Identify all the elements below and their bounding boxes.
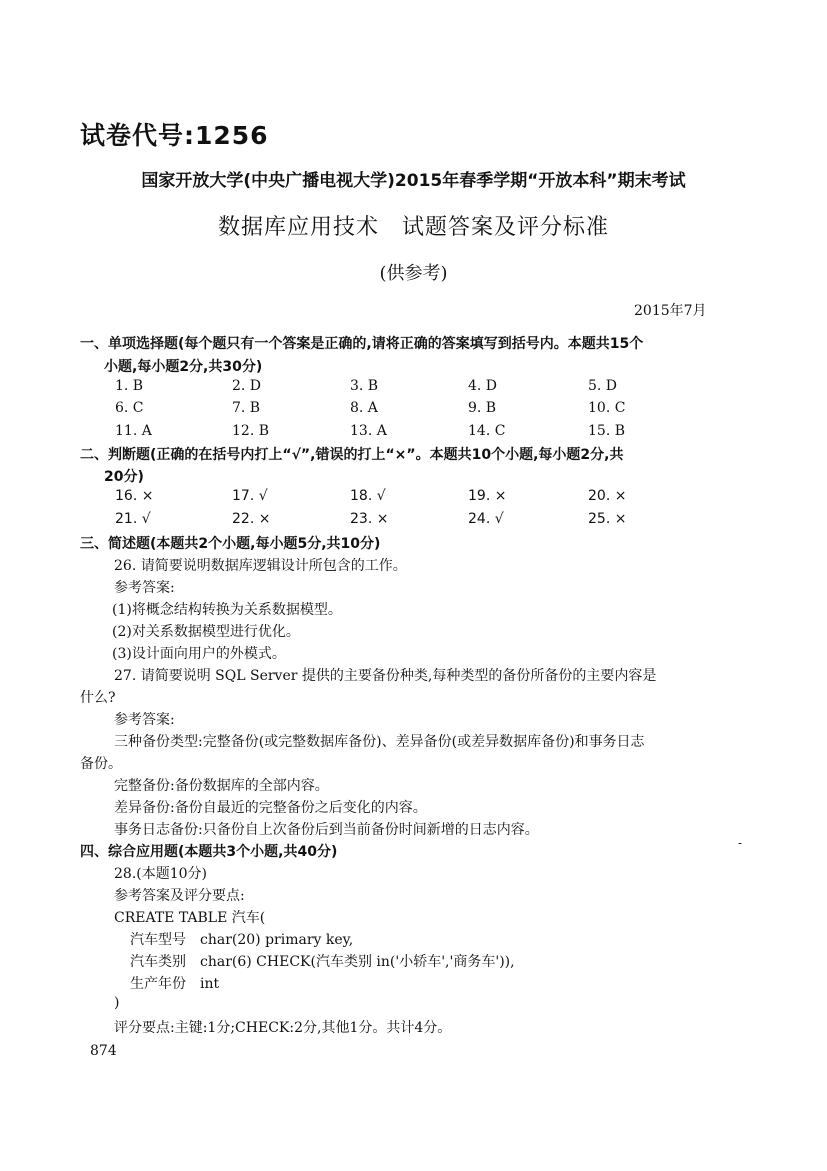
question-28: 28.(本题10分) — [114, 866, 208, 882]
reference-answer-label: 参考答案及评分要点: — [114, 888, 245, 904]
answer-line: 差异备份:备份自最近的完整备份之后变化的内容。 — [114, 800, 427, 816]
code-line: 生产年份 int — [130, 976, 220, 992]
section2-heading-line2: 20分) — [104, 469, 144, 485]
answer-cell: 22. × — [232, 511, 271, 527]
answer-line: (1)将概念结构转换为关系数据模型。 — [112, 602, 342, 618]
question-26: 26. 请简要说明数据库逻辑设计所包含的工作。 — [114, 558, 407, 574]
answer-cell: 8. A — [350, 400, 378, 416]
code-line: CREATE TABLE 汽车( — [114, 910, 266, 926]
answer-line: 备份。 — [80, 756, 122, 772]
reference-answer-label: 参考答案: — [114, 712, 175, 728]
answer-cell: 16. × — [115, 488, 154, 504]
answer-cell: 24. √ — [468, 511, 504, 527]
exam-date: 2015年7月 — [634, 303, 707, 319]
answer-line: 完整备份:备份数据库的全部内容。 — [114, 778, 329, 794]
stray-mark: - — [738, 836, 743, 850]
answer-line: 三种备份类型:完整备份(或完整数据库备份)、差异备份(或差异数据库备份)和事务日志 — [114, 734, 645, 750]
answer-line: (3)设计面向用户的外模式。 — [112, 646, 286, 662]
answer-cell: 20. × — [588, 488, 627, 504]
answer-line: (2)对关系数据模型进行优化。 — [112, 624, 300, 640]
question-27-line2: 什么? — [80, 690, 116, 706]
answer-cell: 5. D — [588, 378, 618, 394]
paper-code: 试卷代号:1256 — [80, 121, 269, 150]
answer-cell: 12. B — [232, 423, 270, 439]
exam-title: 国家开放大学(中央广播电视大学)2015年春季学期“开放本科”期末考试 — [141, 171, 686, 191]
answer-cell: 25. × — [588, 511, 627, 527]
code-line: 汽车类别 char(6) CHECK(汽车类别 in('小轿车','商务车')), — [130, 954, 515, 970]
answer-cell: 11. A — [115, 423, 152, 439]
answer-cell: 15. B — [588, 423, 626, 439]
answer-cell: 4. D — [468, 378, 498, 394]
section2-heading-line1: 二、判断题(正确的在括号内打上“√”,错误的打上“×”。本题共10个小题,每小题2分,共 — [80, 447, 624, 463]
question-27-line1: 27. 请简要说明 SQL Server 提供的主要备份种类,每种类型的备份所备份的主要内容是 — [114, 668, 657, 684]
section1-heading-line1: 一、单项选择题(每个题只有一个答案是正确的,请将正确的答案填写到括号内。本题共15个 — [80, 336, 644, 352]
answer-cell: 14. C — [468, 423, 506, 439]
answer-line: 事务日志备份:只备份自上次备份后到当前备份时间新增的日志内容。 — [114, 822, 539, 838]
answer-cell: 23. × — [350, 511, 389, 527]
section3-heading: 三、简述题(本题共2个小题,每小题5分,共10分) — [80, 536, 381, 552]
code-line: 汽车型号 char(20) primary key, — [130, 932, 354, 948]
answer-cell: 7. B — [232, 400, 261, 416]
answer-cell: 6. C — [115, 400, 144, 416]
reference-answer-label: 参考答案: — [114, 580, 175, 596]
subject-title: 数据库应用技术 试题答案及评分标准 — [217, 215, 609, 240]
reference-note: (供参考) — [379, 263, 448, 284]
answer-cell: 1. B — [115, 378, 144, 394]
section4-heading: 四、综合应用题(本题共3个小题,共40分) — [80, 844, 338, 860]
scoring-points: 评分要点:主键:1分;CHECK:2分,其他1分。共计4分。 — [114, 1020, 452, 1036]
answer-cell: 9. B — [468, 400, 497, 416]
answer-cell: 3. B — [350, 378, 379, 394]
answer-cell: 2. D — [232, 378, 262, 394]
answer-cell: 17. √ — [232, 488, 268, 504]
answer-cell: 21. √ — [115, 511, 151, 527]
section1-heading-line2: 小题,每小题2分,共30分) — [104, 359, 263, 375]
code-line: ) — [114, 995, 120, 1011]
answer-cell: 13. A — [350, 423, 387, 439]
answer-cell: 18. √ — [350, 488, 386, 504]
page-number: 874 — [90, 1043, 117, 1059]
answer-cell: 10. C — [588, 400, 626, 416]
answer-cell: 19. × — [468, 488, 507, 504]
